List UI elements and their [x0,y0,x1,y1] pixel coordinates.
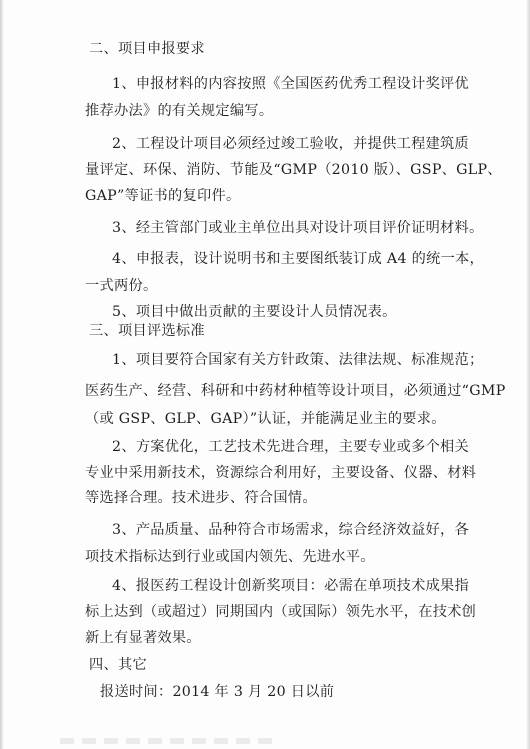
requirement-2-line-2: 量评定、环保、消防、节能及“GMP（2010 版）、GSP、GLP、 [85,162,502,178]
requirement-2-line-3: GAP”等证书的复印件。 [85,188,241,204]
requirement-4-line-1: 4、申报表，设计说明书和主要图纸装订成 A4 的统一本， [112,251,485,267]
criterion-4-line-2: 标上达到（或超过）同期国内（或国际）领先水平，在技术创 [85,604,477,620]
criterion-4-line-1: 4、报医药工程设计创新奖项目：必需在单项技术成果指 [112,578,470,594]
section-heading-requirements: 二、项目申报要求 [89,41,205,57]
requirement-5-line-1: 5、项目中做出贡献的主要设计人员情况表。 [112,304,397,320]
criterion-1-line-2: 医药生产、经营、科研和中药材种植等设计项目，必须通过“GMP [85,383,506,399]
criterion-1-line-1: 1、项目要符合国家有关方针政策、法律法规、标准规范； [112,352,484,368]
section-heading-other: 四、其它 [89,657,147,673]
submission-deadline: 报送时间：2014 年 3 月 20 日以前 [100,684,335,700]
criterion-4-line-3: 新上有显著效果。 [85,630,201,646]
requirement-4-line-2: 一式两份。 [85,278,158,294]
criterion-2-line-3: 等选择合理。技术进步、符合国情。 [85,490,317,506]
criterion-1-line-3: （或 GSP、GLP、GAP）”认证，并能满足业主的要求。 [85,411,446,427]
scan-edge-right [526,0,530,749]
requirement-1-line-1: 1、申报材料的内容按照《全国医药优秀工程设计奖评优 [112,76,470,92]
requirement-2-line-1: 2、工程设计项目必须经过竣工验收，并提供工程建筑质 [112,136,470,152]
criterion-3-line-1: 3、产品质量、品种符合市场需求，综合经济效益好，各 [112,522,470,538]
requirement-1-line-2: 推荐办法》的有关规定编写。 [85,103,274,119]
section-heading-criteria: 三、项目评选标准 [89,323,205,339]
scan-bleed-artifact [60,738,280,744]
criterion-3-line-2: 项技术指标达到行业或国内领先、先进水平。 [85,549,375,565]
criterion-2-line-2: 专业中采用新技术，资源综合利用好，主要设备、仪器、材料 [85,465,477,481]
scan-edge-left [0,0,4,749]
criterion-2-line-1: 2、方案优化，工艺技术先进合理，主要专业或多个相关 [112,439,470,455]
requirement-3-line-1: 3、经主管部门或业主单位出具对设计项目评价证明材料。 [112,220,484,236]
